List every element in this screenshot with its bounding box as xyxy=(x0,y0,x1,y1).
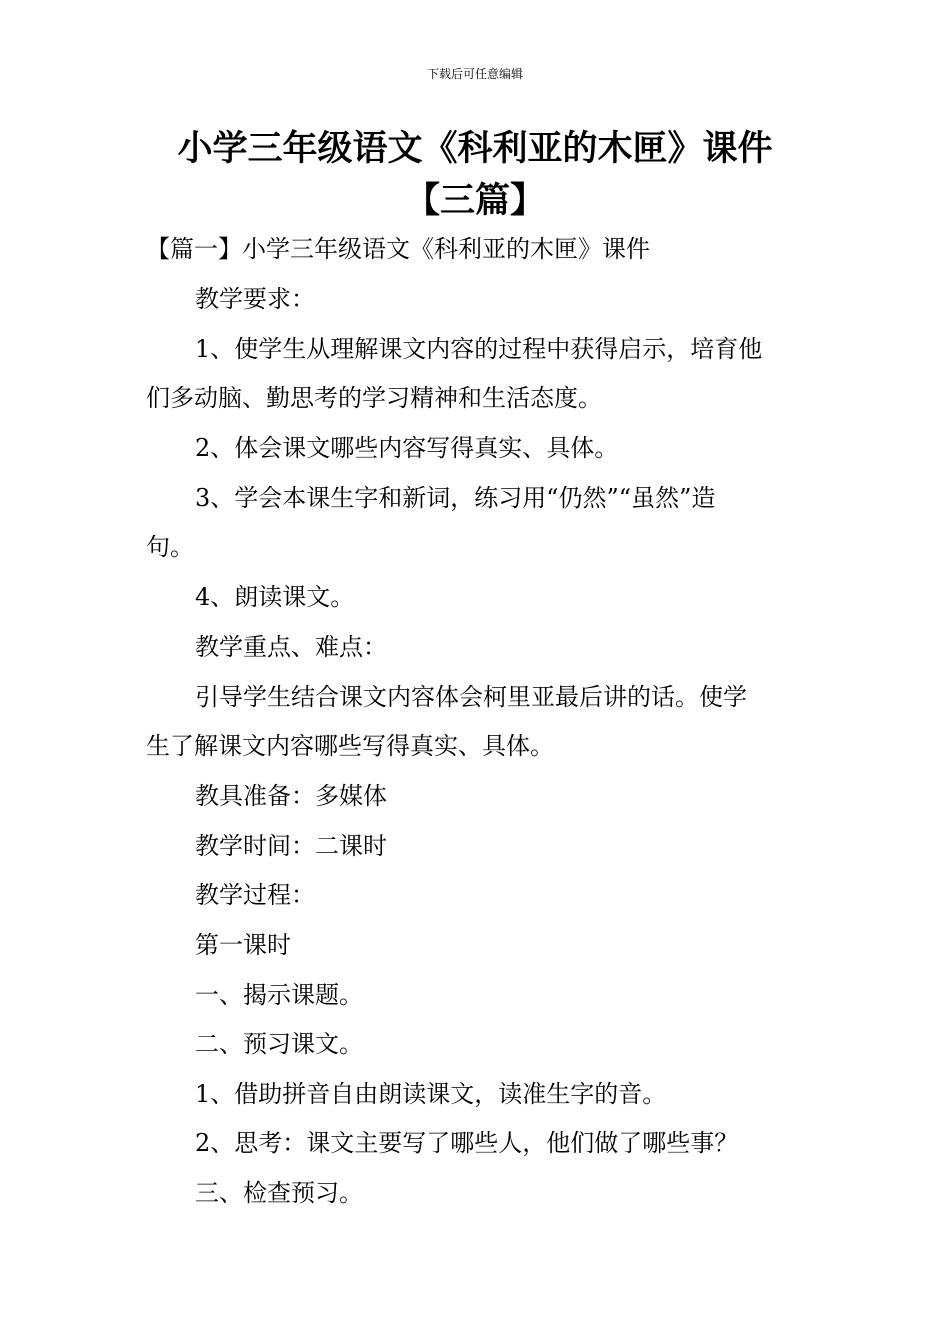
document-title-line1: 小学三年级语文《科利亚的木匣》课件 xyxy=(177,129,773,169)
paragraph: 二、预习课文。 xyxy=(195,1030,363,1058)
section-heading: 【篇一】小学三年级语文《科利亚的木匣》课件 xyxy=(146,235,650,263)
paragraph-continuation: 们多动脑、勤思考的学习精神和生活态度。 xyxy=(146,384,602,412)
paragraph: 1、使学生从理解课文内容的过程中获得启示，培育他 xyxy=(195,335,763,363)
paragraph: 2、思考：课文主要写了哪些人，他们做了哪些事？ xyxy=(195,1129,739,1157)
paragraph: 2、体会课文哪些内容写得真实、具体。 xyxy=(195,434,619,462)
paragraph-continuation: 生了解课文内容哪些写得真实、具体。 xyxy=(146,732,554,760)
paragraph-continuation: 句。 xyxy=(146,533,194,561)
paragraph: 教学要求： xyxy=(195,285,315,313)
paragraph: 教学重点、难点： xyxy=(195,633,387,661)
document-title-line2: 【三篇】 xyxy=(404,181,545,221)
header-note: 下载后可任意编辑 xyxy=(426,67,523,81)
paragraph: 教具准备：多媒体 xyxy=(195,782,387,810)
paragraph: 3、学会本课生字和新词，练习用“仍然”“虽然”造 xyxy=(195,484,716,512)
paragraph: 三、检查预习。 xyxy=(195,1179,363,1207)
paragraph: 教学过程： xyxy=(195,881,315,909)
paragraph: 1、借助拼音自由朗读课文，读准生字的音。 xyxy=(195,1080,667,1108)
paragraph: 第一课时 xyxy=(195,931,291,959)
paragraph: 一、揭示课题。 xyxy=(195,981,363,1009)
paragraph: 4、朗读课文。 xyxy=(195,583,355,611)
paragraph: 引导学生结合课文内容体会柯里亚最后讲的话。使学 xyxy=(195,683,747,711)
paragraph: 教学时间：二课时 xyxy=(195,832,387,860)
